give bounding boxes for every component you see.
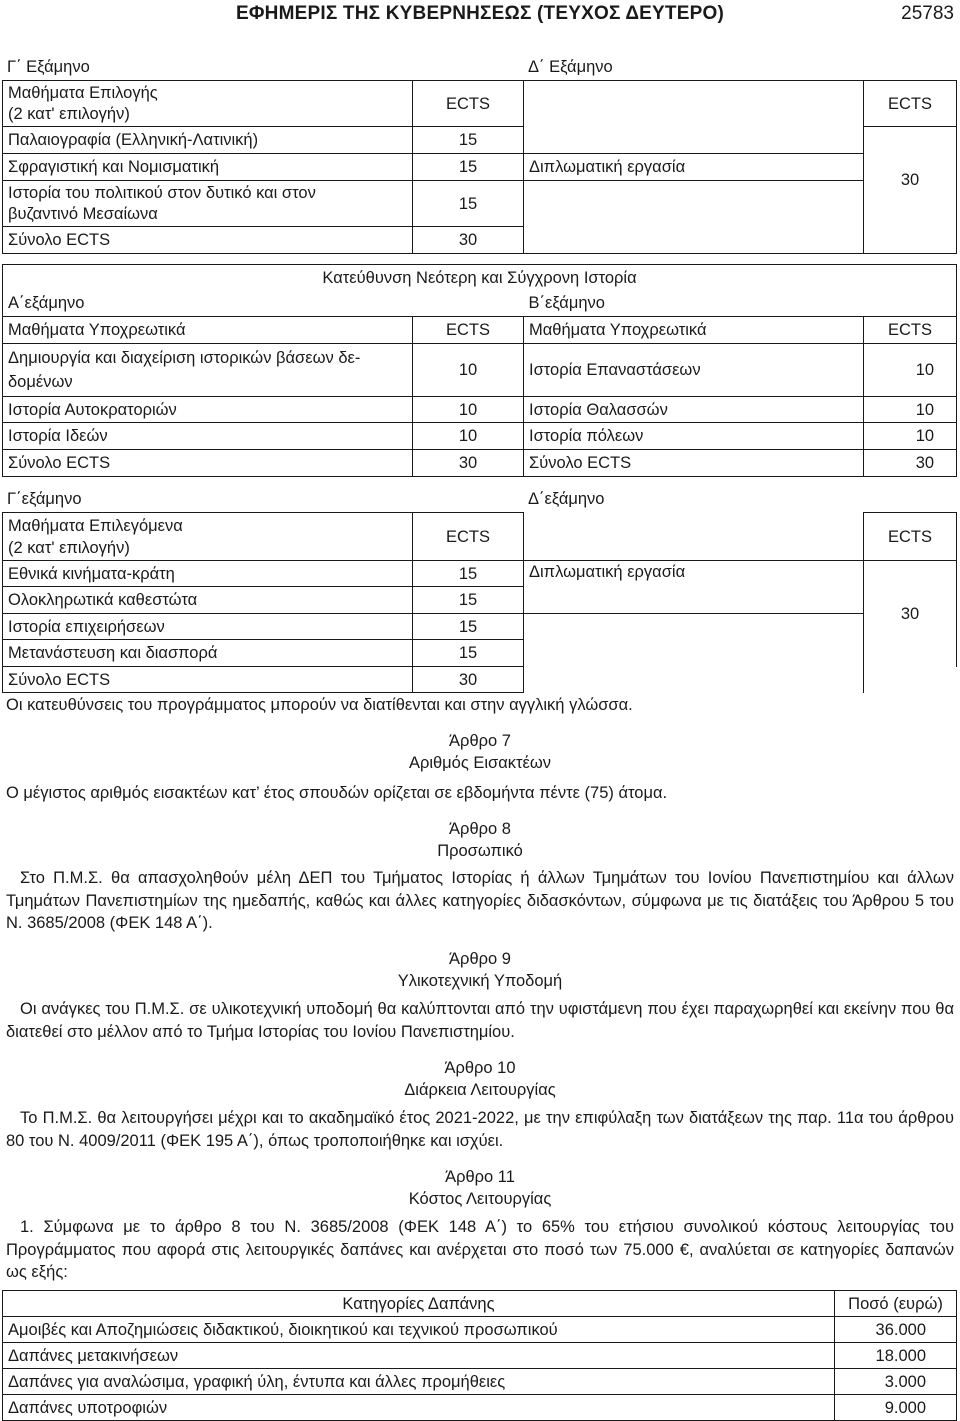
article-10-text: Το Π.Μ.Σ. θα λειτουργήσει μέχρι και το ακαδημαϊκό έτος 2021-2022, με την επιφύλαξη των διατάξεων της παρ. 11α του άρθρου 80 του Ν. 4009/2011 (ΦΕΚ 195 Α΄), όπως τροποποιήθηκε και ισχύει.	[6, 1109, 954, 1150]
course-name: Εθνικά κινήματα-κράτη	[3, 561, 413, 587]
sem-b-heading: Β΄εξάμηνο	[524, 291, 957, 317]
total-ects: 30	[413, 667, 524, 693]
article-9-title: Υλικοτεχνική Υποδομή	[397, 972, 563, 990]
article-8-text: Στο Π.Μ.Σ. θα απασχοληθούν μέλη ΔΕΠ του Τμήματος Ιστορίας ή άλλων Τμημάτων του Ιονίου Πανεπιστημίου και άλλων Τμημάτων Πανεπιστημίων της ημεδαπής, καθώς και άλλες κατηγορίες διδασκόντων, σύμφωνα με τις διατάξεις του Άρθρου 5 του Ν. 3685/2008 (ΦΕΚ 148 Α΄).	[6, 869, 954, 932]
ects-heading-right: ECTS	[864, 81, 957, 127]
article-8-title: Προσωπικό	[437, 842, 523, 860]
total-label-right: Σύνολο ECTS	[524, 450, 864, 477]
sem-c-heading: Γ΄εξάμηνο	[7, 489, 82, 508]
course-ects: 15	[413, 640, 524, 667]
article-10-number: Άρθρο 10	[444, 1059, 516, 1077]
article-11-text: 1. Σύμφωνα με το άρθρο 8 του Ν. 3685/2008 (ΦΕΚ 148 Α΄) το 65% του ετήσιου συνολικού κόστους λειτουργίας του Προγράμματος που αφορά στις λειτουργικές δαπάνες και ανέρχεται στο ποσό των 75.000 €, αναλύεται σε κατηγορίες δαπανών ως εξής:	[6, 1218, 954, 1281]
article-11-number: Άρθρο 11	[445, 1168, 515, 1186]
course-name	[3, 344, 413, 397]
cost-amount-heading: Ποσό (ευρώ)	[835, 1291, 957, 1317]
thesis-ects: 30	[864, 561, 957, 667]
direction-table	[2, 264, 957, 477]
page-number: 25783	[901, 3, 954, 24]
article-9-text: Οι ανάγκες του Π.Μ.Σ. σε υλικοτεχνική υποδομή θα καλύπτονται από την υφιστάμενη που έχει παραχωρηθεί και εκείνην που θα διατεθεί στο μέλλον από το Τμήμα Ιστορίας του Ιονίου Πανεπιστημίου.	[6, 1000, 954, 1041]
thesis-label: Διπλωματική εργασία	[524, 154, 864, 181]
semester-c-d-body-2	[2, 512, 957, 693]
course-name: Ολοκληρωτικά καθεστώτα	[3, 587, 413, 614]
course-name-right: Ιστορία πόλεων	[524, 423, 864, 450]
cost-category: Δαπάνες υποτροφιών	[3, 1395, 835, 1421]
course-name: Ιστορία Αυτοκρατοριών	[3, 397, 413, 423]
elective-heading-line2: (2 κατ' επιλογήν)	[8, 538, 130, 557]
course-name: Ιστορία Ιδεών	[3, 423, 413, 450]
elective-heading-line1: Μαθήματα Επιλογής	[8, 83, 158, 102]
total-ects-right: 30	[864, 450, 957, 477]
course-ects: 10	[413, 423, 524, 450]
cost-category: Δαπάνες μετακινήσεων	[3, 1343, 835, 1369]
elective-heading-line2: (2 κατ' επιλογήν)	[8, 104, 130, 123]
cost-amount: 18.000	[835, 1343, 957, 1369]
course-ects: 10	[413, 344, 524, 397]
total-label: Σύνολο ECTS	[3, 227, 413, 254]
course-name: Σφραγιστική και Νομισματική	[3, 154, 413, 181]
course-ects-right: 10	[864, 397, 957, 423]
course-ects: 10	[413, 397, 524, 423]
cost-amount: 36.000	[835, 1317, 957, 1343]
mandatory-heading-right: Μαθήματα Υποχρεωτικά	[524, 317, 864, 344]
course-name-right: Ιστορία Επαναστάσεων	[524, 344, 864, 397]
course-name-line2: δομένων	[8, 373, 73, 391]
course-ects-right: 10	[864, 344, 957, 397]
total-label: Σύνολο ECTS	[3, 450, 413, 477]
article-7-number: Άρθρο 7	[449, 732, 511, 750]
elective-heading	[3, 81, 413, 127]
mandatory-heading: Μαθήματα Υποχρεωτικά	[3, 317, 413, 344]
course-ects: 15	[413, 154, 524, 181]
thesis-ects: 30	[864, 127, 957, 254]
ects-heading-right: ECTS	[864, 513, 957, 561]
sem-d-empty-2	[524, 181, 864, 254]
sem-d-heading: Δ΄εξάμηνο	[528, 489, 605, 508]
article-11-title: Κόστος Λειτουργίας	[408, 1190, 552, 1208]
ects-heading-right: ECTS	[864, 317, 957, 344]
cost-category: Αμοιβές και Αποζημιώσεις διδακτικού, διοικητικού και τεχνικού προσωπικού	[3, 1317, 835, 1343]
sem-c-heading: Γ΄ Εξάμηνο	[7, 57, 90, 76]
sem-d-heading: Δ΄ Εξάμηνο	[528, 57, 613, 76]
course-ects: 15	[413, 181, 524, 227]
course-name: Μετανάστευση και διασπορά	[3, 640, 413, 667]
gazette-title: ΕΦΗΜΕΡΙΣ ΤΗΣ ΚΥΒΕΡΝΗΣΕΩΣ (ΤΕΥΧΟΣ ΔΕΥΤΕΡΟ)	[236, 3, 724, 24]
course-name: Ιστορία επιχειρήσεων	[3, 614, 413, 640]
sem-d-empty	[524, 81, 864, 154]
course-name-line1: Δημιουργία και διαχείριση ιστορικών βάσεων δε-	[8, 349, 361, 367]
course-name-right: Ιστορία Θαλασσών	[524, 397, 864, 423]
cost-amount: 9.000	[835, 1395, 957, 1421]
course-ects: 15	[413, 587, 524, 614]
course-ects: 15	[413, 561, 524, 587]
course-ects-right: 10	[864, 423, 957, 450]
article-7-text: Ο μέγιστος αριθμός εισακτέων κατ’ έτος σπουδών ορίζεται σε εβδομήντα πέντε (75) άτομα.	[6, 784, 668, 802]
cost-category-heading: Κατηγορίες Δαπάνης	[3, 1291, 835, 1317]
course-ects: 15	[413, 127, 524, 154]
course-ects: 15	[413, 614, 524, 640]
ects-heading: ECTS	[413, 81, 524, 127]
cost-category: Δαπάνες για αναλώσιμα, γραφική ύλη, έντυπα και άλλες προμήθειες	[3, 1369, 835, 1395]
course-name-line1: Ιστορία του πολιτικού στον δυτικό και στον	[8, 183, 316, 202]
article-7-title: Αριθμός Εισακτέων	[408, 754, 552, 772]
article-8-number: Άρθρο 8	[449, 820, 511, 838]
language-note: Οι κατευθύνσεις του προγράμματος μπορούν να διατίθενται και στην αγγλική γλώσσα.	[6, 696, 633, 714]
total-ects: 30	[413, 450, 524, 477]
semester-c-d-table-2	[2, 485, 956, 512]
thesis-label: Διπλωματική εργασία	[524, 561, 864, 614]
semester-c-d-body	[2, 80, 957, 254]
total-ects: 30	[413, 227, 524, 254]
course-name: Παλαιογραφία (Ελληνική-Λατινική)	[3, 127, 413, 154]
ects-heading: ECTS	[413, 317, 524, 344]
cost-amount: 3.000	[835, 1369, 957, 1395]
course-name-line2: βυζαντινό Μεσαίωνα	[8, 204, 158, 223]
elective-heading-line1: Μαθήματα Επιλεγόμενα	[8, 516, 183, 535]
semester-c-d-table	[2, 53, 956, 80]
ects-heading: ECTS	[413, 513, 524, 561]
sem-d-empty	[524, 614, 864, 693]
article-10-title: Διάρκεια Λειτουργίας	[404, 1081, 556, 1099]
elective-heading	[3, 513, 413, 561]
total-label: Σύνολο ECTS	[3, 667, 413, 693]
article-9-number: Άρθρο 9	[449, 950, 511, 968]
sem-d-space	[524, 513, 864, 561]
direction-title: Κατεύθυνση Νεότερη και Σύγχρονη Ιστορία	[3, 265, 957, 291]
course-name	[3, 181, 413, 227]
page-header	[0, 3, 960, 27]
sem-a-heading: Α΄εξάμηνο	[3, 291, 524, 317]
cost-table	[2, 1290, 957, 1421]
